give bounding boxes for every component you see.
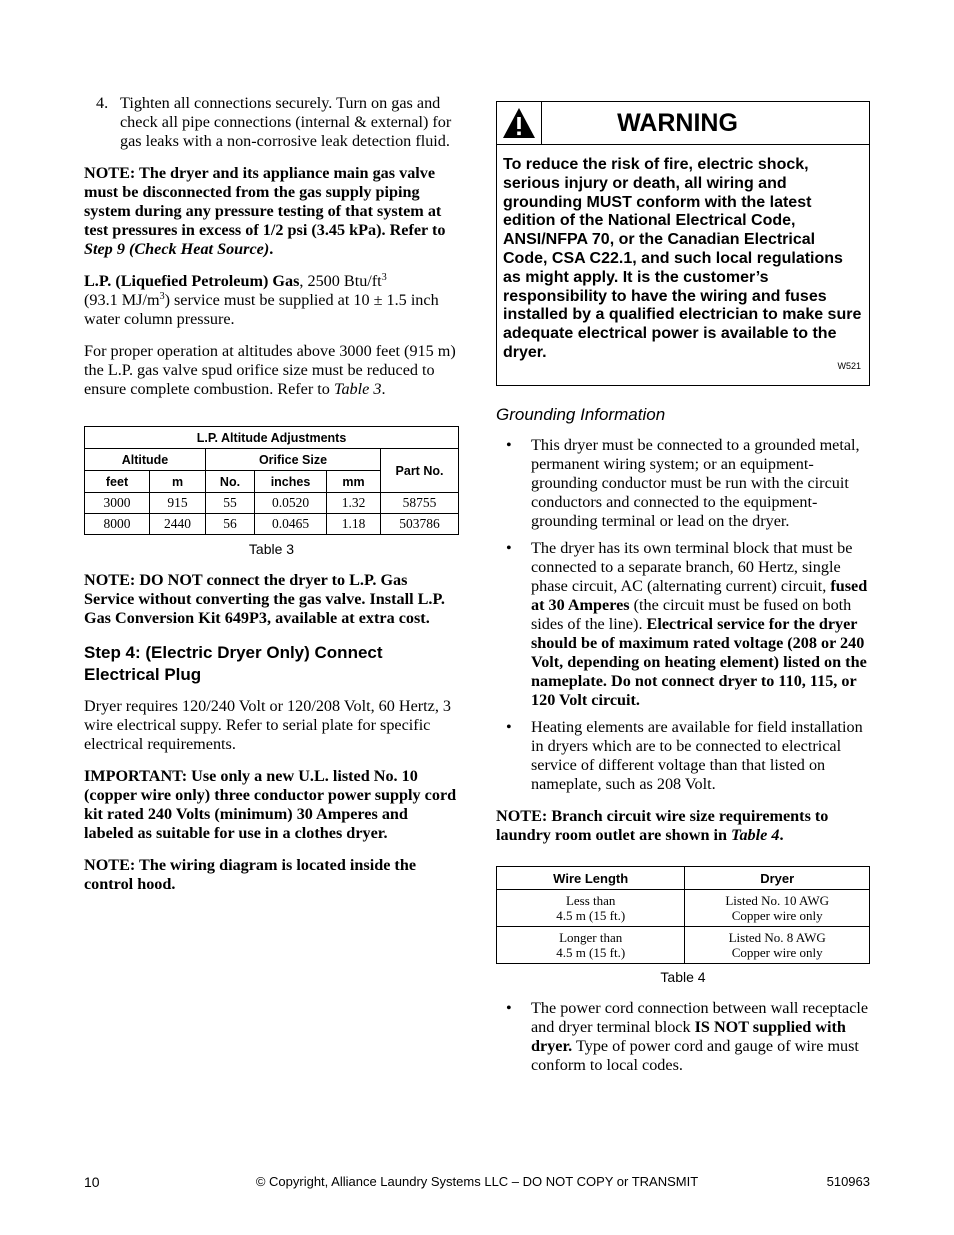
table-cell: 1.18 — [327, 514, 381, 535]
table-cell: 56 — [206, 514, 255, 535]
bullet-marker: • — [506, 436, 512, 454]
list-item — [496, 999, 870, 1075]
warning-header — [497, 102, 869, 145]
mm-header: mm — [327, 471, 381, 493]
branch-circuit-note: NOTE: Branch circuit wire size requirements to laundry room outlet are shown in Table 4. — [496, 807, 829, 844]
right-column — [496, 101, 870, 1075]
inches-header: inches — [255, 471, 327, 493]
bullet-marker: • — [506, 539, 512, 557]
table-row — [497, 927, 870, 964]
list-item — [496, 539, 870, 710]
no-header: No. — [206, 471, 255, 493]
bullet-marker: • — [506, 999, 512, 1017]
table-cell: 0.0520 — [255, 493, 327, 514]
bullet-marker: • — [506, 718, 512, 736]
left-column — [84, 94, 459, 894]
table-cell: 8000 — [85, 514, 150, 535]
altitude-header: Altitude — [85, 449, 206, 471]
grounding-heading: Grounding Information — [496, 405, 666, 424]
table-cell: 1.32 — [327, 493, 381, 514]
warning-text: To reduce the risk of fire, electric shock, serious injury or death, all wiring and grounding MUST conform with the latest edition of the National Electrical Code, ANSI/NFPA 70, or the Canadian Electrical Code, CSA C22.1, and such local regulations as might apply. It is the customer’s responsibility to have the wiring and fuses installed by a qualified electrician to make sure adequate electrical power is available to the dryer. — [503, 156, 862, 361]
list-item — [496, 436, 870, 531]
table-cell: Listed No. 10 AWG Copper wire only — [685, 890, 870, 927]
step-number: 4. — [96, 94, 109, 112]
important-note: IMPORTANT: Use only a new U.L. listed No. 10 (copper wire only) three conductor power supply cord kit rated 240 Volts (minimum) 30 Amperes and labeled as suitable for use in a clothes dryer. — [84, 767, 457, 842]
copyright-notice: © Copyright, Alliance Laundry Systems LLC – DO NOT COPY or TRANSMIT — [255, 1174, 699, 1189]
wire-length-header: Wire Length — [497, 867, 685, 890]
document-number: 510963 — [826, 1174, 870, 1189]
warning-triangle-icon — [497, 102, 542, 144]
table-row — [85, 514, 459, 535]
table-cell: Less than 4.5 m (15 ft.) — [497, 890, 685, 927]
wire-size-table — [496, 866, 870, 964]
table-title: L.P. Altitude Adjustments — [85, 427, 459, 449]
m-header: m — [150, 471, 206, 493]
gas-valve-note: NOTE: The dryer and its appliance main gas valve must be disconnected from the gas supply piping system during any pressure testing of that system at test pressures in excess of 1/2 psi (3.45 kPa). Refer to Step 9 (Check Heat Source). — [84, 164, 446, 258]
table3-caption: Table 3 — [248, 541, 295, 557]
table4-reference: Table 4 — [731, 826, 780, 844]
table-cell: 55 — [206, 493, 255, 514]
step4-heading: Step 4: (Electric Dryer Only) Connect Electrical Plug — [84, 643, 383, 684]
part-no-header: Part No. — [381, 449, 459, 493]
wire-size-table-wrapper — [496, 866, 870, 985]
feet-header: feet — [85, 471, 150, 493]
table-row — [85, 493, 459, 514]
table-cell: 2440 — [150, 514, 206, 535]
table-cell: 503786 — [381, 514, 459, 535]
wiring-diagram-note: NOTE: The wiring diagram is located inside the control hood. — [84, 856, 417, 893]
table4-caption: Table 4 — [660, 969, 706, 985]
dryer-requirements-paragraph: Dryer requires 120/240 Volt or 120/208 Volt, 60 Hertz, 3 wire electrical suppy. Refer to serial plate for specific electrical requirements. — [84, 697, 452, 753]
step-text: Tighten all connections securely. Turn on gas and check all pipe connections (internal & external) for gas leaks with a non-corrosive leak detection fluid. — [120, 94, 452, 150]
orifice-size-header: Orifice Size — [206, 449, 381, 471]
bullet-text: Heating elements are available for field installation in dryers which are to be connected to electrical service of different voltage than that listed on nameplate, such as 208 Volt. — [531, 718, 863, 793]
altitude-adjustments-table — [84, 426, 459, 535]
step9-reference: Step 9 (Check Heat Source) — [84, 240, 270, 258]
bullet-text: This dryer must be connected to a grounded metal, permanent wiring system; or an equipment-grounding conductor must be run with the circuit conductors and connected to the equipment-grounding terminal or lead on the dryer. — [531, 436, 860, 530]
table-cell: Longer than 4.5 m (15 ft.) — [497, 927, 685, 964]
altitude-table-wrapper — [84, 426, 459, 557]
step-item-4 — [84, 94, 459, 151]
table3-reference: Table 3 — [333, 380, 382, 398]
warning-code: W521 — [837, 361, 861, 371]
table-row — [497, 890, 870, 927]
table-cell: 915 — [150, 493, 206, 514]
dryer-header: Dryer — [685, 867, 870, 890]
warning-box — [496, 101, 870, 386]
bullet-text: The dryer has its own terminal block that must be connected to a separate branch, 60 Hertz, single phase circuit, AC (alternating current) circuit, fused at 30 Amperes (the circuit must be fused on both sides of the line). Electrical service for the dryer should be of maximum rated voltage (208 or 240 Volt, depending on heating element) listed on the nameplate. Do not connect dryer to 110, 115, or 120 Volt circuit. — [531, 539, 868, 709]
warning-title: WARNING — [617, 109, 738, 137]
bullet-text: The power cord connection between wall receptacle and dryer terminal block IS NOT supplied with dryer. Type of power cord and gauge of wire must conform to local codes. — [531, 999, 869, 1074]
table-cell: 3000 — [85, 493, 150, 514]
table-cell: 58755 — [381, 493, 459, 514]
list-item — [496, 718, 870, 794]
page-number: 10 — [84, 1174, 100, 1190]
table-cell: 0.0465 — [255, 514, 327, 535]
altitude-paragraph: For proper operation at altitudes above 3000 feet (915 m) the L.P. gas valve spud orifice size must be reduced to ensure complete combustion. Refer to Table 3. — [84, 342, 456, 398]
lp-gas-paragraph: L.P. (Liquefied Petroleum) Gas, 2500 Btu/$ft^3$ (93.1 $MJ/m^3$) service must be supplied at 10 ± 1.5 inch water column pressure. — [84, 272, 439, 328]
table-cell: Listed No. 8 AWG Copper wire only — [685, 927, 870, 964]
lp-conversion-note: NOTE: DO NOT connect the dryer to L.P. Gas Service without converting the gas valve. Install L.P. Gas Conversion Kit 649P3, available at extra cost. — [84, 571, 445, 627]
